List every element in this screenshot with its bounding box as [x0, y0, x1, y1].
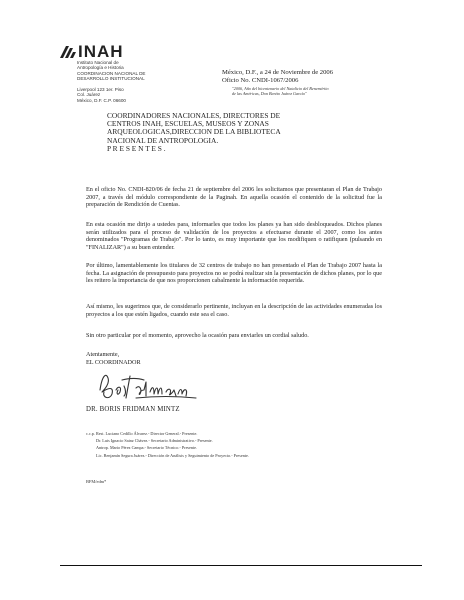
handwritten-signature	[96, 368, 216, 409]
address-line: Liverpool 123 1er. Piso	[77, 87, 124, 92]
body-paragraph: En el oficio No. CNDI-820/06 de fecha 21 de septiembre del 2006 les solicitamos que presentaran el Plan de Trabajo 2007, a través del módulo correspondiente de la Paginah. En aquella ocasión el contenido de la solicitud fue la preparación de Rendición de Cuentas.	[86, 186, 382, 208]
ccp-line: Antrop. Mario Pérez Campa.- Secretario Técnico.- Presente.	[96, 445, 198, 451]
institution-line: DESARROLLO INSTITUCIONAL	[77, 76, 145, 82]
motto-line: "2006, Año del bicentenario del Natalicio del Benemérito	[232, 86, 329, 91]
institution-line: COORDINACION NACIONAL DE	[77, 70, 146, 76]
address-line: Col. Juárez	[77, 92, 101, 98]
closing-title: EL COORDINADOR	[86, 359, 141, 366]
body-paragraph: En esta ocasión me dirijo a ustedes para, informarles que todos los planes ya han sido desbloqueados. Dichos planes serán utilizados para el proceso de validación de los proyectos a efectuarse durante el 2007, como los antes denominados "Programas de Trabajo". Por lo tanto, es muy importante que los modifiquen o ratifiquen (pulsando en "FINALIZAR") a su buen entender.	[86, 221, 382, 251]
logo-text: INAH	[78, 42, 124, 61]
footer-divider	[60, 565, 422, 566]
ccp-block	[86, 430, 249, 459]
date-block	[222, 69, 333, 84]
closing-block	[86, 351, 141, 367]
signer-name: DR. BORIS FRIDMAN MINTZ	[86, 406, 180, 413]
inah-emblem-icon	[60, 46, 76, 58]
ccp-line: Dr. Luis Ignacio Sainz Chávez.- Secretario Administrativo.- Presente.	[96, 438, 213, 444]
recipient-line: ARQUEOLOGICAS,DIRECCION DE LA BIBLIOTECA	[107, 127, 281, 137]
institution-line: Instituto Nacional de	[77, 60, 119, 65]
office-number: Oficio No. CNDI-1067/2006	[222, 76, 299, 84]
institution-line: Antropología e Historia	[77, 65, 124, 71]
recipient-block	[107, 112, 281, 153]
reference-initials: BFM/edm*	[86, 479, 107, 484]
recipient-line: COORDINADORES NACIONALES, DIRECTORES DE	[107, 111, 281, 120]
ccp-line: c.c.p. Rest. Luciano Cedillo Álvarez.- Director General.- Presente.	[86, 431, 198, 436]
body-paragraph: Por último, lamentablemente los titulares de 32 centros de trabajo no han presentado el Plan de Trabajo 2007 hasta la fecha. La asignación de presupuesto para proyectos no se podrá realizar sin la presentación de dichos planes, por lo que les reitero la importancia de que nos proporcionen cabalmente la información requerida.	[86, 262, 382, 284]
motto	[232, 86, 329, 96]
body-paragraph: Así mismo, les sugerimos que, de considerarlo pertinente, incluyan en la descripción de las actividades enumeradas los proyectos a los que estén ligados, cuando este sea el caso.	[86, 303, 382, 318]
ccp-line: Lic. Benjamín Segura Juárez.- Dirección de Análisis y Seguimiento de Proyecto.- Presente.	[96, 452, 249, 458]
recipient-line: P R E S E N T E S .	[107, 143, 166, 153]
institution-address	[77, 87, 126, 103]
address-line: México, D.F. C.P. 06600	[77, 97, 126, 103]
closing-salutation: Atentamente,	[86, 351, 120, 358]
place-date: México, D.F., a 24 de Noviembre de 2006	[222, 69, 333, 76]
recipient-line: NACIONAL DE ANTROPOLOGIA.	[107, 135, 219, 145]
inah-logo	[60, 42, 124, 62]
recipient-line: CENTROS INAH, ESCUELAS, MUSEOS Y ZONAS	[107, 119, 269, 129]
institution-name	[77, 60, 146, 82]
body-paragraph: Sin otro particular por el momento, aprovecho la ocasión para enviarles un cordial saludo.	[86, 332, 309, 339]
motto-line: de las Américas, Don Benito Juárez García"	[232, 91, 307, 96]
